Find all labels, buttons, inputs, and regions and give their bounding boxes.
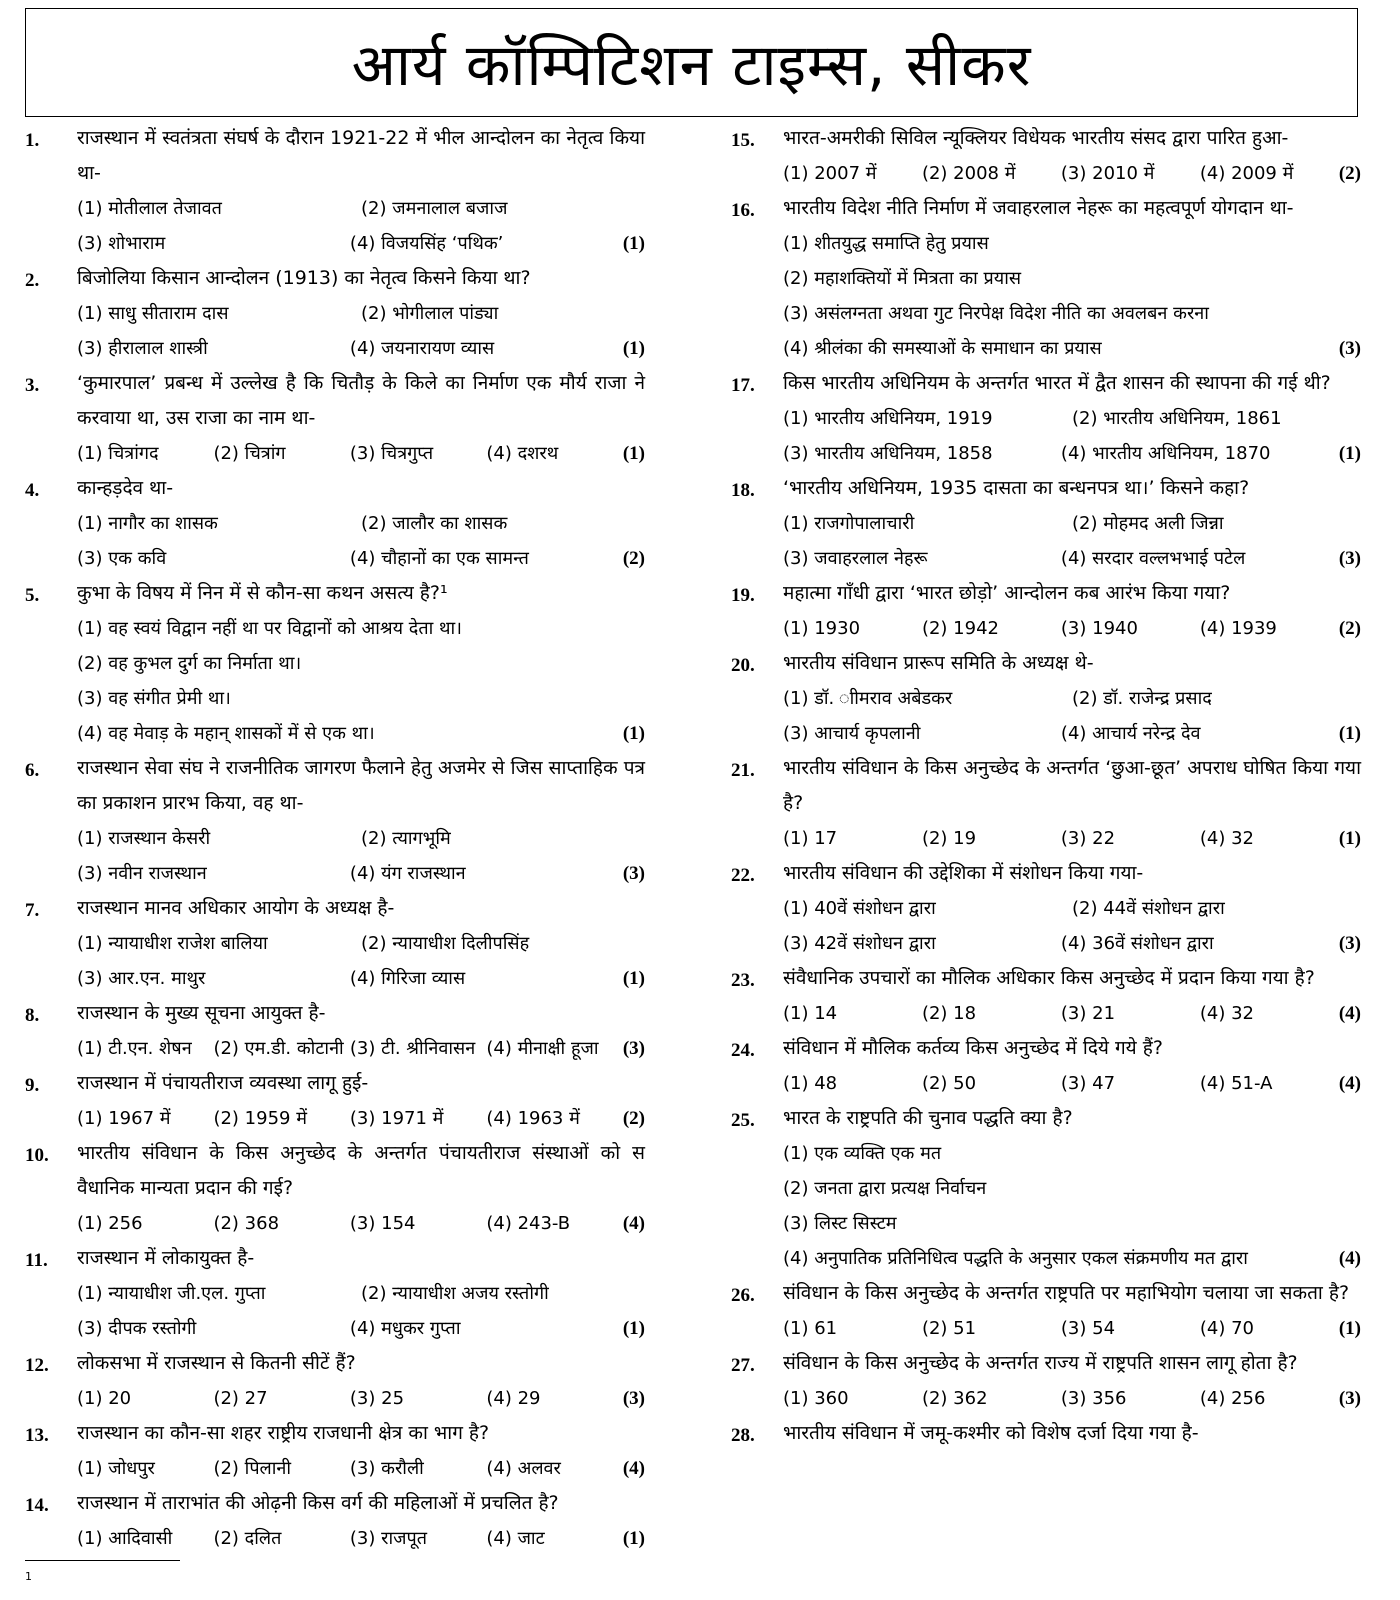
options-row — [783, 1311, 1361, 1346]
question-number: 16. — [731, 200, 755, 221]
options-row — [77, 1206, 645, 1241]
option: (2) महाशक्तियों में मित्रता का प्रयास — [783, 268, 1022, 289]
option: (2) 18 — [921, 1003, 977, 1024]
options-row — [783, 681, 1361, 716]
option: (4) अलवर — [486, 1458, 561, 1479]
option: (4) भारतीय अधिनियम, 1870 — [1060, 443, 1271, 464]
answer-key: (1) — [1338, 443, 1361, 464]
option: (3) 356 — [1060, 1388, 1127, 1409]
option: (1) 1930 — [783, 618, 861, 639]
question-block — [731, 366, 1361, 471]
page-title: आर्य कॉम्पिटिशन टाइम्स, सीकर — [351, 31, 1032, 99]
answer-key: (4) — [622, 1458, 645, 1479]
question-number: 28. — [731, 1425, 755, 1446]
options-row — [783, 436, 1361, 471]
options-row — [783, 401, 1361, 436]
question-text: संविधान के किस अनुच्छेद के अन्तर्गत राष्ट्रपति पर महाभियोग चलाया जा सकता है? — [783, 1282, 1350, 1304]
answer-key: (4) — [1338, 1003, 1361, 1024]
answer-key: (1) — [622, 723, 645, 744]
option: (1) 20 — [77, 1388, 132, 1409]
option: (3) 154 — [349, 1213, 416, 1234]
option: (2) दलित — [213, 1528, 282, 1549]
question-number: 18. — [731, 480, 755, 501]
option: (3) 47 — [1060, 1073, 1116, 1094]
option: (3) करौली — [349, 1458, 424, 1479]
question-text: राजस्थान सेवा संघ ने राजनीतिक जागरण फैलाने हेतु अजमेर से जिस साप्ताहिक पत्र का प्रकाशन प्रारभ किया, वह था- — [77, 757, 645, 814]
question-text: भारतीय संविधान प्रारूप समिति के अध्यक्ष थे- — [783, 652, 1094, 674]
option: (4) 1963 में — [486, 1108, 580, 1129]
question-text: राजस्थान के मुख्य सूचना आयुक्त है- — [77, 1002, 326, 1024]
option: (3) भारतीय अधिनियम, 1858 — [783, 443, 993, 464]
question-number: 9. — [25, 1075, 40, 1096]
options-row — [783, 996, 1361, 1031]
options-row — [77, 1031, 645, 1066]
question-number: 26. — [731, 1285, 755, 1306]
option: (1) शीतयुद्ध समाप्ति हेतु प्रयास — [783, 233, 989, 254]
option: (1) 40वें संशोधन द्वारा — [783, 898, 936, 919]
options-row — [77, 191, 645, 226]
question-text: संविधान के किस अनुच्छेद के अन्तर्गत राज्य में राष्ट्रपति शासन लागू होता है? — [783, 1352, 1298, 1374]
answer-key: (4) — [622, 1213, 645, 1234]
option: (1) नागौर का शासक — [77, 513, 218, 534]
option: (4) 1939 — [1199, 618, 1277, 639]
answer-key: (2) — [622, 548, 645, 569]
question-text: राजस्थान में ताराभांत की ओढ़नी किस वर्ग की महिलाओं में प्रचलित है? — [77, 1492, 559, 1514]
question-number: 17. — [731, 375, 755, 396]
option: (4) चौहानों का एक सामन्त — [349, 548, 529, 569]
option: (4) यंग राजस्थान — [349, 863, 466, 884]
options-row — [783, 331, 1361, 366]
options-row — [77, 1311, 645, 1346]
option: (4) विजयसिंह ‘पथिक’ — [349, 233, 504, 254]
options-row — [783, 1066, 1361, 1101]
option: (4) गिरिजा व्यास — [349, 968, 466, 989]
option: (1) न्यायाधीश राजेश बालिया — [77, 933, 268, 954]
question-number: 2. — [25, 270, 40, 291]
question-number: 11. — [25, 1250, 48, 1271]
option: (4) 51-A — [1199, 1073, 1273, 1094]
options-row — [783, 891, 1361, 926]
option: (2) न्यायाधीश अजय रस्तोगी — [361, 1283, 549, 1304]
option: (2) डॉ. राजेन्द्र प्रसाद — [1072, 688, 1212, 709]
question-number: 23. — [731, 970, 755, 991]
answer-key: (3) — [1338, 338, 1361, 359]
options-row — [783, 226, 1361, 261]
question-block — [731, 191, 1361, 366]
option: (1) 14 — [783, 1003, 838, 1024]
option: (3) 21 — [1060, 1003, 1116, 1024]
options-row — [77, 646, 645, 681]
option: (1) राजस्थान केसरी — [77, 828, 211, 849]
option: (1) राजगोपालाचारी — [783, 513, 915, 534]
option: (4) दशरथ — [486, 443, 559, 464]
question-number: 12. — [25, 1355, 49, 1376]
answer-key: (2) — [1338, 163, 1361, 184]
option: (3) नवीन राजस्थान — [77, 863, 207, 884]
question-block — [25, 891, 645, 996]
option: (4) जयनारायण व्यास — [349, 338, 495, 359]
question-text: संवैधानिक उपचारों का मौलिक अधिकार किस अनुच्छेद में प्रदान किया गया है? — [783, 967, 1315, 989]
option: (4) मीनाक्षी हूजा — [486, 1038, 599, 1059]
question-number: 21. — [731, 760, 755, 781]
question-block — [25, 576, 645, 751]
option: (4) सरदार वल्लभभाई पटेल — [1060, 548, 1246, 569]
option: (3) आचार्य कृपलानी — [783, 723, 921, 744]
question-number: 1. — [25, 130, 40, 151]
question-number: 22. — [731, 865, 755, 886]
options-row — [77, 1101, 645, 1136]
option: (3) राजपूत — [349, 1528, 427, 1549]
answer-key: (3) — [1338, 933, 1361, 954]
option: (1) चित्रांगद — [77, 443, 159, 464]
question-block — [731, 961, 1361, 1031]
question-number: 24. — [731, 1040, 755, 1061]
options-row — [783, 296, 1361, 331]
options-row — [77, 681, 645, 716]
question-block — [25, 471, 645, 576]
options-row — [783, 156, 1361, 191]
option: (2) 44वें संशोधन द्वारा — [1072, 898, 1225, 919]
question-block — [731, 1276, 1361, 1346]
options-row — [783, 1241, 1361, 1276]
question-number: 4. — [25, 480, 40, 501]
option: (3) जवाहरलाल नेहरू — [783, 548, 928, 569]
option: (3) हीरालाल शास्त्री — [77, 338, 208, 359]
option: (4) अनुपातिक प्रतिनिधित्व पद्धति के अनुसार एकल संक्रमणीय मत द्वारा — [783, 1248, 1248, 1269]
answer-key: (3) — [622, 863, 645, 884]
options-row — [783, 1136, 1361, 1171]
option: (3) दीपक रस्तोगी — [77, 1318, 197, 1339]
option: (1) भारतीय अधिनियम, 1919 — [783, 408, 993, 429]
answer-key: (4) — [1338, 1248, 1361, 1269]
question-block — [731, 471, 1361, 576]
option: (2) मोहमद अली जिन्ना — [1072, 513, 1224, 534]
option: (2) 1942 — [921, 618, 999, 639]
question-text: राजस्थान में लोकायुक्त है- — [77, 1247, 255, 1269]
question-block — [25, 1241, 645, 1346]
question-block — [25, 1416, 645, 1486]
options-row — [77, 856, 645, 891]
question-text: भारतीय संविधान के किस अनुच्छेद के अन्तर्गत ‘छुआ-छूत’ अपराध घोषित किया गया है? — [783, 757, 1361, 814]
options-row — [783, 1171, 1361, 1206]
question-text: भारत-अमरीकी सिविल न्यूक्लियर विधेयक भारतीय संसद द्वारा पारित हुआ- — [783, 127, 1289, 149]
question-block — [731, 751, 1361, 856]
answer-key: (1) — [622, 968, 645, 989]
option: (1) 61 — [783, 1318, 838, 1339]
question-text: लोकसभा में राजस्थान से कितनी सीटें हैं? — [77, 1352, 356, 1374]
right-column — [731, 121, 1361, 1451]
option: (1) टी.एन. शेषन — [77, 1038, 192, 1059]
question-block — [25, 1346, 645, 1416]
question-number: 8. — [25, 1005, 40, 1026]
options-row — [783, 506, 1361, 541]
question-block — [25, 1136, 645, 1241]
option: (3) 1971 में — [349, 1108, 444, 1129]
question-block — [731, 1346, 1361, 1416]
option: (3) आर.एन. माथुर — [77, 968, 206, 989]
option: (4) 256 — [1199, 1388, 1266, 1409]
option: (2) 50 — [921, 1073, 977, 1094]
option: (2) 19 — [921, 828, 977, 849]
question-block — [25, 751, 645, 891]
option: (1) 256 — [77, 1213, 143, 1234]
option: (3) असंलग्नता अथवा गुट निरपेक्ष विदेश नीति का अवलबन करना — [783, 303, 1209, 324]
options-row — [783, 926, 1361, 961]
question-number: 13. — [25, 1425, 49, 1446]
answer-key: (3) — [1338, 1388, 1361, 1409]
question-text: बिजोलिया किसान आन्दोलन (1913) का नेतृत्व किसने किया था? — [77, 267, 531, 289]
answer-key: (1) — [1338, 723, 1361, 744]
option: (1) 48 — [783, 1073, 838, 1094]
option: (2) 27 — [213, 1388, 268, 1409]
option: (2) त्यागभूमि — [361, 828, 451, 849]
question-block — [25, 996, 645, 1066]
question-number: 3. — [25, 375, 40, 396]
question-number: 6. — [25, 760, 40, 781]
options-row — [783, 261, 1361, 296]
option: (3) एक कवि — [77, 548, 167, 569]
footnote-divider — [25, 1560, 180, 1561]
option: (2) 368 — [213, 1213, 280, 1234]
question-number: 25. — [731, 1110, 755, 1131]
option: (2) भोगीलाल पांड्या — [361, 303, 499, 324]
option: (3) 2010 में — [1060, 163, 1155, 184]
option: (2) जालौर का शासक — [361, 513, 508, 534]
option: (2) पिलानी — [213, 1458, 292, 1479]
options-row — [783, 821, 1361, 856]
option: (4) 2009 में — [1199, 163, 1294, 184]
question-block — [731, 1031, 1361, 1101]
question-text: ‘भारतीय अधिनियम, 1935 दासता का बन्धनपत्र था।’ किसने कहा? — [783, 477, 1250, 499]
question-text: भारतीय संविधान की उद्देशिका में संशोधन किया गया- — [783, 862, 1144, 884]
option: (3) 25 — [349, 1388, 405, 1409]
question-text: किस भारतीय अधिनियम के अन्तर्गत भारत में द्वैत शासन की स्थापना की गई थी? — [783, 372, 1331, 394]
question-number: 7. — [25, 900, 40, 921]
option: (4) जाट — [486, 1528, 545, 1549]
question-number: 5. — [25, 585, 40, 606]
question-block — [25, 366, 645, 471]
option: (1) डॉ. ाीमराव अबेडकर — [783, 688, 953, 709]
options-row — [77, 926, 645, 961]
question-text: भारतीय संविधान में जमू-कश्मीर को विशेष दर्जा दिया गया है- — [783, 1422, 1199, 1444]
answer-key: (1) — [622, 1528, 645, 1549]
option: (2) जनता द्वारा प्रत्यक्ष निर्वाचन — [783, 1178, 987, 1199]
option: (4) 36वें संशोधन द्वारा — [1060, 933, 1214, 954]
question-block — [25, 261, 645, 366]
question-text: कान्हड़देव था- — [77, 477, 174, 499]
answer-key: (1) — [622, 233, 645, 254]
answer-key: (1) — [622, 338, 645, 359]
option: (2) 51 — [921, 1318, 977, 1339]
option: (3) चित्रगुप्त — [349, 443, 434, 464]
answer-key: (1) — [622, 443, 645, 464]
option: (2) वह कुभल दुर्ग का निर्माता था। — [77, 653, 302, 674]
option: (2) एम.डी. कोटानी — [213, 1038, 344, 1059]
option: (2) न्यायाधीश दिलीपसिंह — [361, 933, 530, 954]
option: (1) न्यायाधीश जी.एल. गुप्ता — [77, 1283, 266, 1304]
question-block — [25, 121, 645, 261]
option: (1) मोतीलाल तेजावत — [77, 198, 222, 219]
option: (4) श्रीलंका की समस्याओं के समाधान का प्रयास — [783, 338, 1102, 359]
answer-key: (3) — [622, 1388, 645, 1409]
option: (2) चित्रांग — [213, 443, 286, 464]
options-row — [77, 1276, 645, 1311]
answer-key: (3) — [1338, 548, 1361, 569]
option: (1) एक व्यक्ति एक मत — [783, 1143, 942, 1164]
options-row — [77, 296, 645, 331]
answer-key: (4) — [1338, 1073, 1361, 1094]
option: (1) आदिवासी — [77, 1528, 173, 1549]
answer-key: (2) — [622, 1108, 645, 1129]
options-row — [77, 821, 645, 856]
option: (4) 70 — [1199, 1318, 1254, 1339]
options-row — [77, 541, 645, 576]
answer-key: (1) — [1338, 1318, 1361, 1339]
options-row — [77, 506, 645, 541]
option: (3) शोभाराम — [77, 233, 166, 254]
question-block — [25, 1066, 645, 1136]
question-block — [731, 1416, 1361, 1451]
option: (3) टी. श्रीनिवासन — [349, 1038, 476, 1059]
question-block — [731, 856, 1361, 961]
option: (1) जोधपुर — [77, 1458, 155, 1479]
answer-key: (2) — [1338, 618, 1361, 639]
question-number: 27. — [731, 1355, 755, 1376]
question-block — [731, 576, 1361, 646]
answer-key: (3) — [622, 1038, 645, 1059]
option: (3) वह संगीत प्रेमी था। — [77, 688, 231, 709]
question-text: भारतीय संविधान के किस अनुच्छेद के अन्तर्गत पंचायतीराज संस्थाओं को स वैधानिक मान्यता प्रदान की गई? — [77, 1142, 645, 1199]
question-block — [731, 646, 1361, 751]
question-text: कुभा के विषय में निन में से कौन-सा कथन असत्य है?¹ — [77, 582, 448, 604]
options-row — [77, 1451, 645, 1486]
left-column — [25, 121, 645, 1556]
option: (3) 22 — [1060, 828, 1116, 849]
option: (2) भारतीय अधिनियम, 1861 — [1072, 408, 1282, 429]
question-text: राजस्थान में स्वतंत्रता संघर्ष के दौरान 1921-22 में भील आन्दोलन का नेतृत्व किया था- — [77, 127, 645, 184]
option: (1) वह स्वयं विद्वान नहीं था पर विद्वानों को आश्रय देता था। — [77, 618, 462, 639]
options-row — [77, 1521, 645, 1556]
option: (1) साधु सीताराम दास — [77, 303, 229, 324]
question-number: 14. — [25, 1495, 49, 1516]
question-text: भारत के राष्ट्रपति की चुनाव पद्धति क्या है? — [783, 1107, 1073, 1129]
question-block — [25, 1486, 645, 1556]
option: (4) आचार्य नरेन्द्र देव — [1060, 723, 1201, 744]
question-text: ‘कुमारपाल’ प्रबन्ध में उल्लेख है कि चितौड़ के किले का निर्माण एक मौर्य राजा ने करवाया था, उस राजा का नाम था- — [77, 372, 645, 429]
option: (1) 1967 में — [77, 1108, 171, 1129]
question-number: 15. — [731, 130, 755, 151]
question-text: राजस्थान का कौन-सा शहर राष्ट्रीय राजधानी क्षेत्र का भाग है? — [77, 1422, 490, 1444]
options-row — [783, 716, 1361, 751]
answer-key: (1) — [1338, 828, 1361, 849]
options-row — [77, 436, 645, 471]
options-row — [77, 961, 645, 996]
option: (1) 17 — [783, 828, 838, 849]
question-text: महात्मा गाँधी द्वारा ‘भारत छोड़ो’ आन्दोलन कब आरंभ किया गया? — [783, 582, 1231, 604]
option: (4) 32 — [1199, 1003, 1254, 1024]
option: (4) मधुकर गुप्ता — [349, 1318, 461, 1339]
options-row — [77, 611, 645, 646]
options-row — [783, 611, 1361, 646]
option: (2) जमनालाल बजाज — [361, 198, 508, 219]
option: (4) 29 — [486, 1388, 541, 1409]
option: (4) 32 — [1199, 828, 1254, 849]
option: (4) 243-B — [486, 1213, 571, 1234]
option: (2) 1959 में — [213, 1108, 307, 1129]
option: (3) 1940 — [1060, 618, 1138, 639]
options-row — [77, 331, 645, 366]
footnote-marker: 1 — [25, 1570, 32, 1583]
option: (1) 360 — [783, 1388, 849, 1409]
option: (3) 54 — [1060, 1318, 1116, 1339]
question-block — [731, 121, 1361, 191]
question-number: 20. — [731, 655, 755, 676]
question-text: राजस्थान में पंचायतीराज व्यवस्था लागू हुई- — [77, 1072, 369, 1094]
question-text: संविधान में मौलिक कर्तव्य किस अनुच्छेद में दिये गये हैं? — [783, 1037, 1163, 1059]
option: (1) 2007 में — [783, 163, 877, 184]
options-row — [77, 226, 645, 261]
option: (2) 362 — [921, 1388, 988, 1409]
question-block — [731, 1101, 1361, 1276]
page-header — [25, 8, 1358, 117]
answer-key: (1) — [622, 1318, 645, 1339]
option: (3) लिस्ट सिस्टम — [783, 1213, 897, 1234]
options-row — [783, 1206, 1361, 1241]
option: (4) वह मेवाड़ के महान् शासकों में से एक था। — [77, 723, 375, 744]
options-row — [783, 541, 1361, 576]
options-row — [77, 716, 645, 751]
option: (2) 2008 में — [921, 163, 1016, 184]
question-text: भारतीय विदेश नीति निर्माण में जवाहरलाल नेहरू का महत्वपूर्ण योगदान था- — [783, 197, 1294, 219]
question-text: राजस्थान मानव अधिकार आयोग के अध्यक्ष है- — [77, 897, 395, 919]
options-row — [783, 1381, 1361, 1416]
options-row — [77, 1381, 645, 1416]
question-number: 10. — [25, 1145, 49, 1166]
question-number: 19. — [731, 585, 755, 606]
option: (3) 42वें संशोधन द्वारा — [783, 933, 936, 954]
